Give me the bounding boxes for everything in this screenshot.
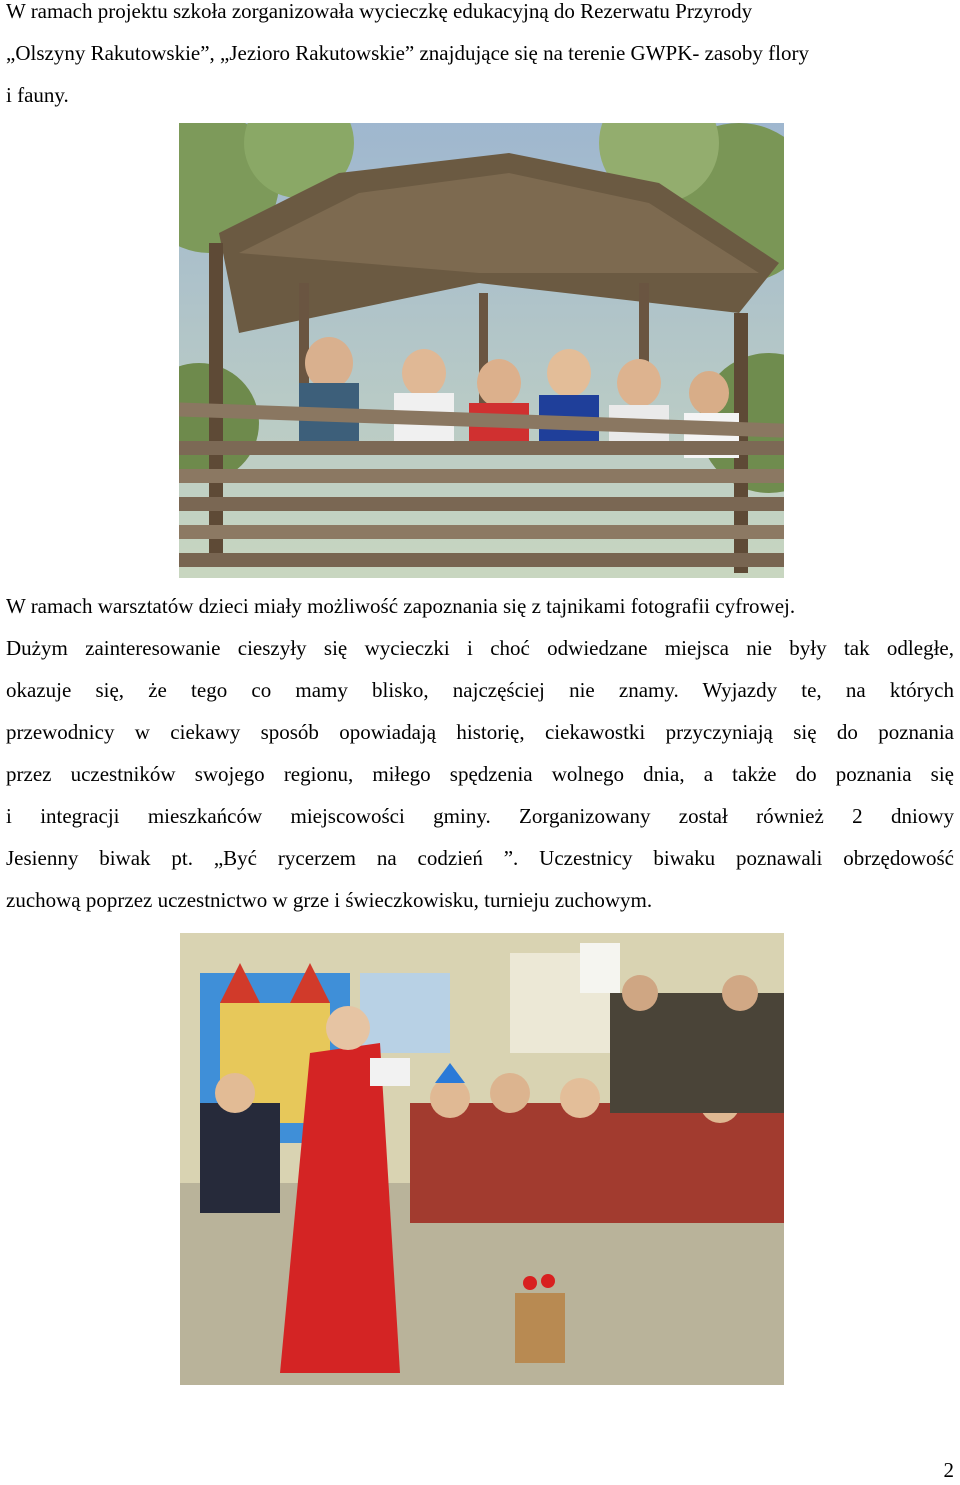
intro-paragraph: [6, 0, 954, 116]
body-line-4: przewodnicy w ciekawy sposób opowiadają historię, ciekawostki przyczyniają się do poznania: [6, 720, 954, 744]
body-line-8: zuchową poprzez uczestnictwo w grze i świeczkowisku, turnieju zuchowym.: [6, 888, 653, 912]
body-line-5: przez uczestników swojego regionu, miłego spędzenia wolnego dnia, a także do poznania się: [6, 762, 954, 786]
body-line-3: okazuje się, że tego co mamy blisko, najczęściej nie znamy. Wyjazdy te, na których: [6, 678, 954, 702]
photo-autumn-camp: [180, 933, 784, 1385]
photo-observation-tower: [179, 123, 784, 578]
body-line-6: i integracji mieszkańców miejscowości gminy. Zorganizowany został również 2 dniowy: [6, 804, 954, 828]
body-line-2: Dużym zainteresowanie cieszyły się wycieczki i choć odwiedzane miejsca nie były tak odległe,: [6, 636, 954, 660]
body-paragraph: [6, 585, 954, 921]
intro-line-1: W ramach projektu szkoła zorganizowała wycieczkę edukacyjną do Rezerwatu Przyrody: [6, 0, 753, 23]
body-line-1: W ramach warsztatów dzieci miały możliwość zapoznania się z tajnikami fotografii cyfrowej.: [6, 594, 796, 618]
body-line-7: Jesienny biwak pt. „Być rycerzem na codzień ”. Uczestnicy biwaku poznawali obrzędowość: [6, 846, 954, 870]
page-number: 2: [943, 1458, 954, 1482]
intro-line-3: i fauny.: [6, 83, 69, 107]
intro-line-2: „Olszyny Rakutowskie”, „Jezioro Rakutowskie” znajdujące się na terenie GWPK- zasoby flory: [6, 41, 809, 65]
